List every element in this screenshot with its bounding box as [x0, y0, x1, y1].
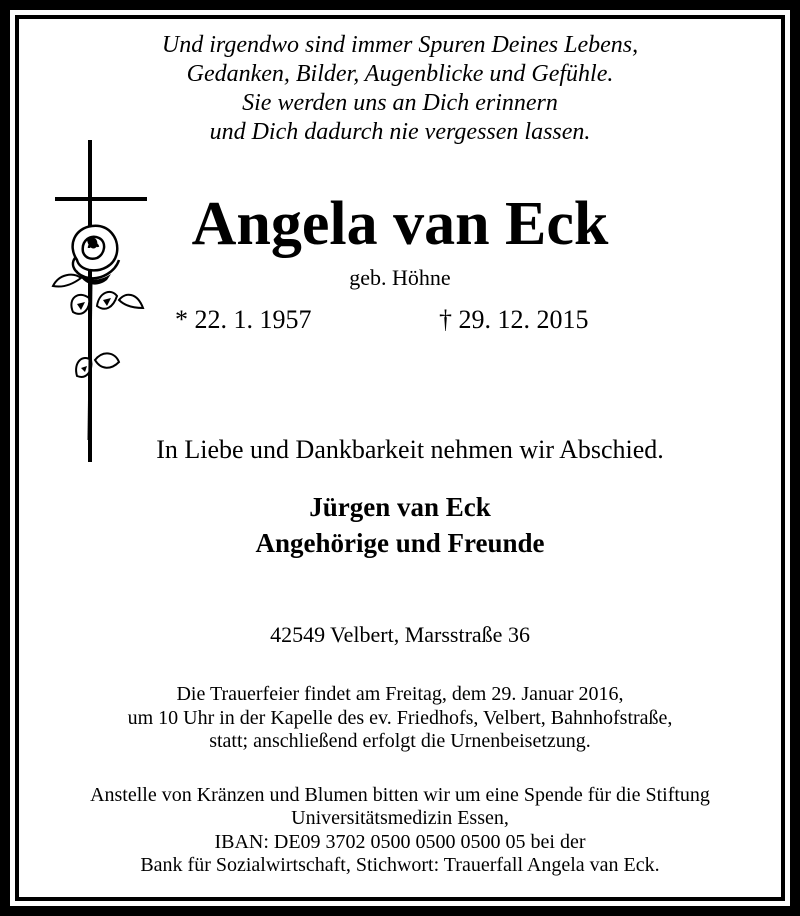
mourner-name: Jürgen van Eck — [309, 492, 491, 522]
funeral-line: um 10 Uhr in der Kapelle des ev. Friedhofs, Velbert, Bahnhofstraße, — [127, 707, 673, 729]
donation-line: Anstelle von Kränzen und Blumen bitten wir um eine Spende für die Stiftung — [90, 784, 710, 806]
funeral-line: statt; anschließend erfolgt die Urnenbeisetzung. — [209, 730, 591, 752]
poem-line: Und irgendwo sind immer Spuren Deines Lebens, — [161, 32, 639, 58]
funeral-line: Die Trauerfeier findet am Freitag, dem 29. Januar 2016, — [176, 683, 624, 705]
birth-date: * 22. 1. 1957 — [175, 305, 312, 334]
poem-line: und Dich dadurch nie vergessen lassen. — [209, 119, 591, 145]
maiden-name: geb. Höhne — [349, 265, 451, 290]
donation-line: Universitätsmedizin Essen, — [291, 807, 509, 829]
poem-line: Sie werden uns an Dich erinnern — [242, 90, 558, 116]
mourner-group: Angehörige und Freunde — [255, 528, 545, 558]
poem-line: Gedanken, Bilder, Augenblicke und Gefühle. — [186, 61, 614, 87]
death-date: † 29. 12. 2015 — [439, 305, 589, 334]
obituary-frame — [15, 15, 785, 901]
address: 42549 Velbert, Marsstraße 36 — [270, 622, 530, 647]
deceased-name: Angela van Eck — [191, 190, 609, 258]
farewell-text: In Liebe und Dankbarkeit nehmen wir Abschied. — [156, 435, 664, 464]
donation-line: Bank für Sozialwirtschaft, Stichwort: Trauerfall Angela van Eck. — [140, 854, 660, 876]
donation-line: IBAN: DE09 3702 0500 0500 0500 05 bei der — [214, 831, 586, 853]
